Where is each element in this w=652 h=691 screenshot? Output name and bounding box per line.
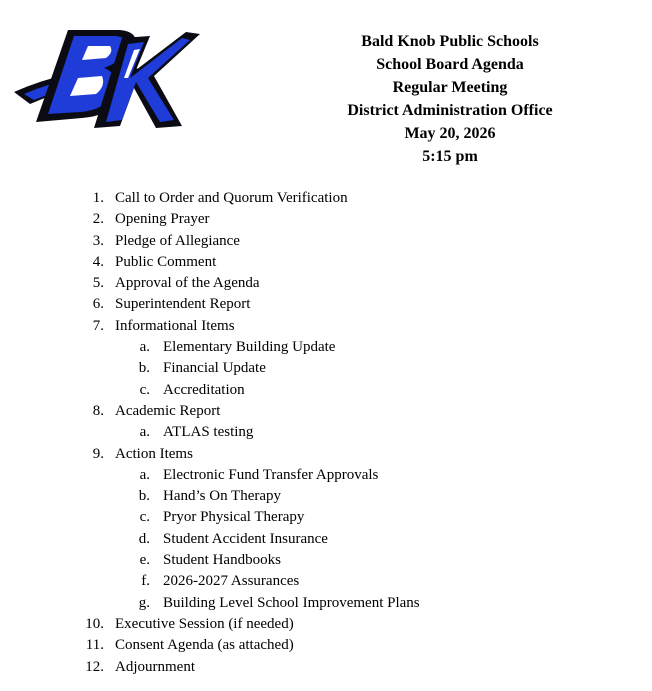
meeting-location: District Administration Office xyxy=(347,102,553,119)
agenda-subitem xyxy=(0,550,652,571)
agenda-subitem xyxy=(0,507,652,528)
agenda-subitem xyxy=(0,465,652,486)
agenda-item-number: 11. xyxy=(85,637,104,654)
agenda-subitem-label: Student Handbooks xyxy=(163,552,281,569)
agenda-item-label: Executive Session (if needed) xyxy=(115,615,294,632)
bk-logo xyxy=(10,22,200,134)
agenda-subitem-letter: d. xyxy=(138,530,150,547)
school-name: Bald Knob Public Schools xyxy=(361,33,539,50)
agenda-item-number: 6. xyxy=(92,296,104,313)
agenda-item xyxy=(0,231,652,252)
agenda-item-number: 4. xyxy=(92,253,104,270)
agenda-item xyxy=(0,294,652,315)
agenda-subitem-letter: a. xyxy=(139,339,150,356)
agenda-item xyxy=(0,444,652,465)
agenda-item xyxy=(0,209,652,230)
agenda-item xyxy=(0,401,652,422)
agenda-item-label: Opening Prayer xyxy=(115,211,210,228)
agenda-subitem-letter: f. xyxy=(141,573,150,590)
agenda-subitem xyxy=(0,337,652,358)
agenda-subitem-label: Building Level School Improvement Plans xyxy=(163,594,420,611)
agenda-subitem-letter: e. xyxy=(139,552,150,569)
agenda-item-number: 9. xyxy=(92,445,104,462)
agenda-item xyxy=(0,316,652,337)
agenda-subitem xyxy=(0,358,652,379)
agenda-subitem-letter: a. xyxy=(139,424,150,441)
bk-logo-graphic xyxy=(10,22,200,134)
agenda-item-number: 8. xyxy=(92,402,104,419)
agenda-subitem xyxy=(0,486,652,507)
agenda-item-number: 3. xyxy=(92,232,104,249)
agenda-subitem-label: 2026-2027 Assurances xyxy=(163,573,300,590)
agenda-subitem-label: Electronic Fund Transfer Approvals xyxy=(163,466,379,483)
agenda-item-label: Call to Order and Quorum Verification xyxy=(115,190,348,206)
agenda-subitem-letter: b. xyxy=(138,360,150,377)
agenda-item-label: Public Comment xyxy=(115,253,217,270)
meeting-date: May 20, 2026 xyxy=(404,125,496,142)
agenda-subitem-label: Pryor Physical Therapy xyxy=(163,509,305,526)
agenda-subitem xyxy=(0,529,652,550)
agenda-item xyxy=(0,614,652,635)
agenda-item-label: Approval of the Agenda xyxy=(115,275,260,292)
agenda-item-label: Pledge of Allegiance xyxy=(115,232,240,249)
agenda-item xyxy=(0,635,652,656)
agenda-item-number: 12. xyxy=(85,658,104,675)
agenda-list xyxy=(0,188,652,678)
agenda-item-number: 2. xyxy=(92,211,104,228)
agenda-subitem-label: Accreditation xyxy=(163,381,245,398)
agenda-item-label: Consent Agenda (as attached) xyxy=(115,637,294,654)
agenda-item-label: Informational Items xyxy=(115,317,235,334)
agenda-item-label: Adjournment xyxy=(115,658,195,675)
agenda-item xyxy=(0,273,652,294)
meeting-time: 5:15 pm xyxy=(422,148,478,165)
agenda-item-number: 1. xyxy=(92,190,104,206)
agenda-subitem xyxy=(0,571,652,592)
agenda-item xyxy=(0,657,652,678)
agenda-subitem xyxy=(0,422,652,443)
agenda-subitem-label: Elementary Building Update xyxy=(163,339,336,356)
document-title: School Board Agenda xyxy=(376,56,524,73)
agenda-item-label: Action Items xyxy=(115,445,193,462)
agenda-subitem-label: Financial Update xyxy=(163,360,266,377)
agenda-item-label: Superintendent Report xyxy=(115,296,251,313)
agenda-item xyxy=(0,188,652,209)
agenda-subitem-letter: g. xyxy=(138,594,150,611)
agenda-item xyxy=(0,252,652,273)
agenda-header xyxy=(300,30,600,168)
agenda-subitem xyxy=(0,593,652,614)
agenda-subitem-letter: c. xyxy=(139,509,150,526)
agenda-subitem-label: Hand’s On Therapy xyxy=(163,488,282,505)
agenda-item-label: Academic Report xyxy=(115,402,221,419)
agenda-subitem-letter: b. xyxy=(138,488,150,505)
agenda-item-number: 10. xyxy=(85,615,104,632)
agenda-subitem-letter: c. xyxy=(139,381,150,398)
agenda-item-number: 7. xyxy=(92,317,104,334)
agenda-item-number: 5. xyxy=(92,275,104,292)
agenda-subitem-letter: a. xyxy=(139,466,150,483)
agenda-subitem xyxy=(0,380,652,401)
meeting-type: Regular Meeting xyxy=(392,79,508,96)
agenda-subitem-label: ATLAS testing xyxy=(163,424,254,441)
agenda-subitem-label: Student Accident Insurance xyxy=(163,530,328,547)
